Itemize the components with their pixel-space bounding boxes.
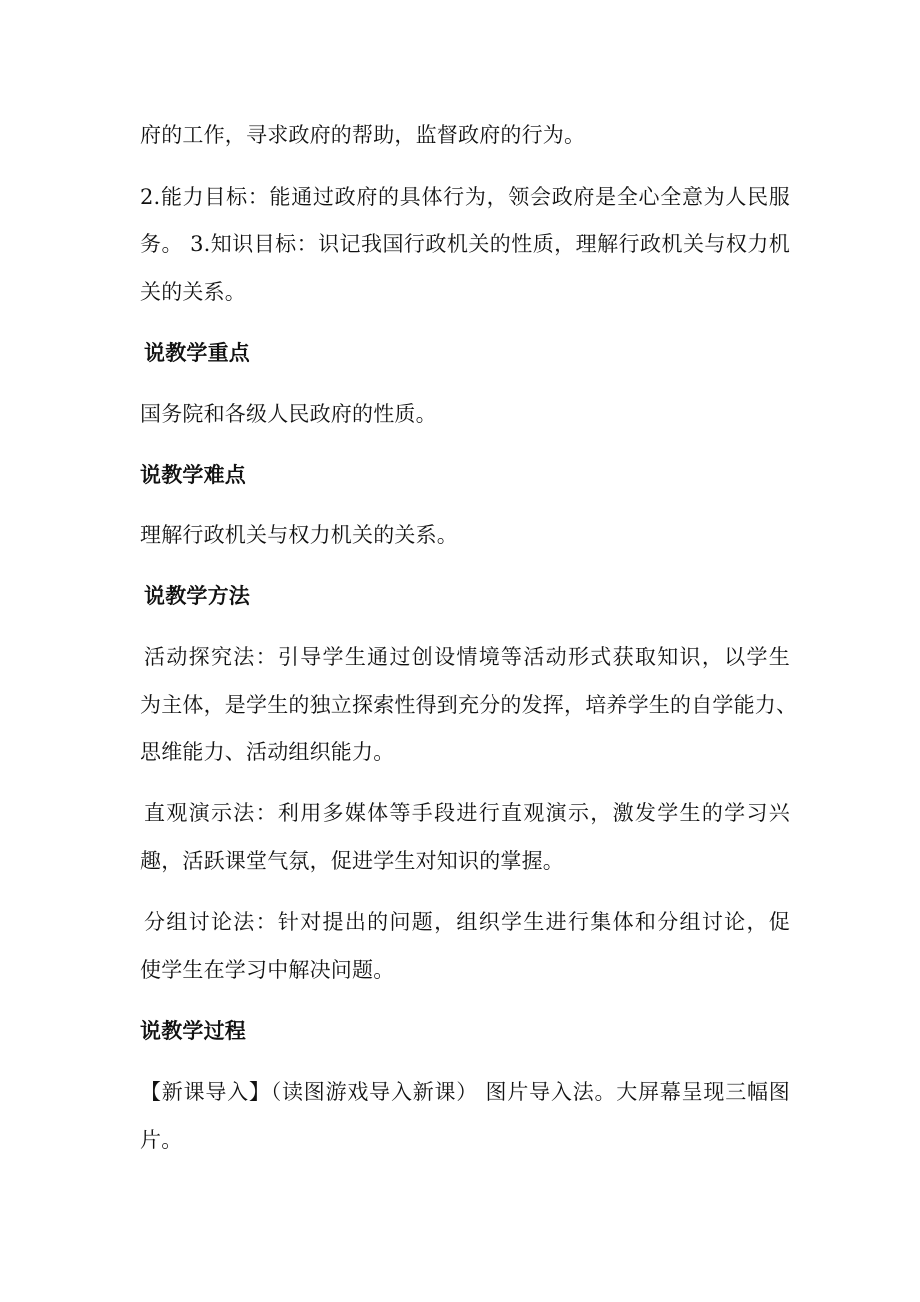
method-demonstration-line: 直观演示法：利用多媒体等手段进行直观演示，激发学生的学习兴 <box>144 801 790 825</box>
method-discussion-line: 分组讨论法：针对提出的问题，组织学生进行集体和分组讨论，促 <box>144 910 790 934</box>
process-intro-line: 片。 <box>140 1128 183 1152</box>
method-demonstration-line: 趣，活跃课堂气氛，促进学生对知识的掌握。 <box>140 849 564 873</box>
body-text-line: 关的关系。 <box>140 280 246 304</box>
method-activity-line: 活动探究法：引导学生通过创设情境等活动形式获取知识，以学生 <box>144 645 790 669</box>
section-heading-process: 说教学过程 <box>140 1019 246 1043</box>
section-heading-difficulties: 说教学难点 <box>140 463 246 487</box>
body-text-line: 府的工作，寻求政府的帮助，监督政府的行为。 <box>140 123 586 147</box>
method-activity-line: 思维能力、活动组织能力。 <box>140 740 395 764</box>
process-intro-line: 【新课导入】（读图游戏导入新课） 图片导入法。大屏幕呈现三幅图 <box>140 1080 790 1104</box>
ability-goal-line: 2.能力目标：能通过政府的具体行为，领会政府是全心全意为人民服 <box>140 185 790 209</box>
knowledge-goal-line: 务。 3.知识目标：识记我国行政机关的性质，理解行政机关与权力机 <box>140 232 790 256</box>
difficulties-text: 理解行政机关与权力机关的关系。 <box>140 523 458 547</box>
section-heading-key-points: 说教学重点 <box>144 341 250 365</box>
method-activity-line: 为主体，是学生的独立探索性得到充分的发挥，培养学生的自学能力、 <box>140 693 798 717</box>
method-discussion-line: 使学生在学习中解决问题。 <box>140 958 395 982</box>
key-points-text: 国务院和各级人民政府的性质。 <box>140 402 437 426</box>
section-heading-methods: 说教学方法 <box>144 584 250 608</box>
